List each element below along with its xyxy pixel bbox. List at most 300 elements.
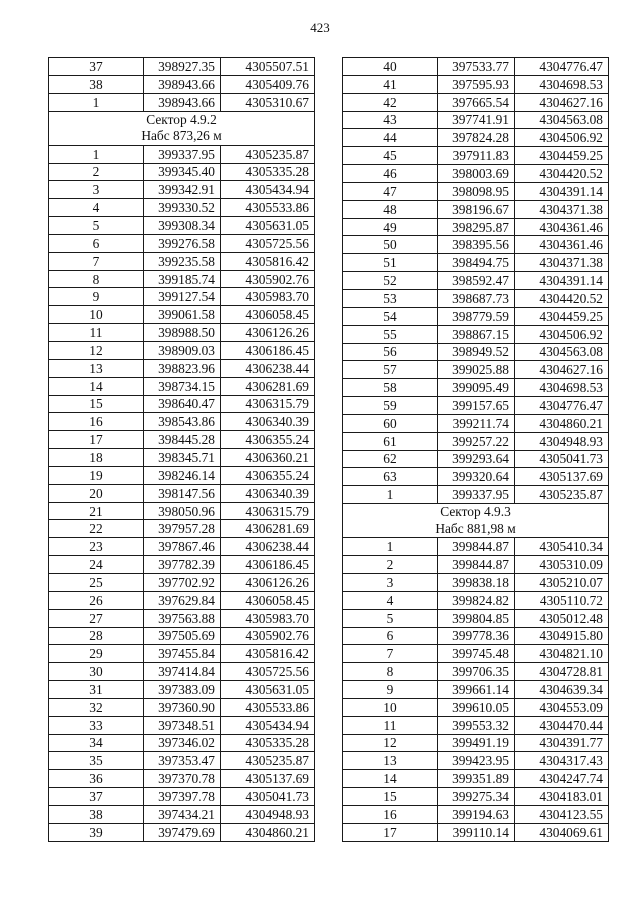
y-coordinate: 4305725.56 bbox=[221, 663, 315, 681]
y-coordinate: 4304506.92 bbox=[515, 325, 609, 343]
point-number: 57 bbox=[343, 361, 438, 379]
point-number: 52 bbox=[343, 272, 438, 290]
x-coordinate: 398295.87 bbox=[438, 218, 515, 236]
x-coordinate: 397665.54 bbox=[438, 93, 515, 111]
y-coordinate: 4305533.86 bbox=[221, 698, 315, 716]
point-number: 24 bbox=[49, 556, 144, 574]
y-coordinate: 4305983.70 bbox=[221, 288, 315, 306]
point-number: 10 bbox=[343, 698, 438, 716]
table-row bbox=[343, 805, 609, 823]
table-row bbox=[49, 591, 315, 609]
point-number: 55 bbox=[343, 325, 438, 343]
y-coordinate: 4305310.67 bbox=[221, 93, 315, 111]
x-coordinate: 399330.52 bbox=[144, 199, 221, 217]
point-number: 43 bbox=[343, 111, 438, 129]
x-coordinate: 399351.89 bbox=[438, 770, 515, 788]
table-row bbox=[49, 573, 315, 591]
point-number: 4 bbox=[49, 199, 144, 217]
y-coordinate: 4306126.26 bbox=[221, 324, 315, 342]
x-coordinate: 399804.85 bbox=[438, 609, 515, 627]
y-coordinate: 4305335.28 bbox=[221, 734, 315, 752]
sector-header bbox=[49, 111, 315, 145]
y-coordinate: 4305335.28 bbox=[221, 163, 315, 181]
table-row bbox=[49, 217, 315, 235]
x-coordinate: 397867.46 bbox=[144, 538, 221, 556]
point-number: 7 bbox=[343, 645, 438, 663]
y-coordinate: 4304069.61 bbox=[515, 823, 609, 841]
point-number: 1 bbox=[49, 93, 144, 111]
point-number: 14 bbox=[49, 377, 144, 395]
table-row bbox=[49, 538, 315, 556]
point-number: 3 bbox=[343, 573, 438, 591]
x-coordinate: 399661.14 bbox=[438, 681, 515, 699]
y-coordinate: 4304459.25 bbox=[515, 307, 609, 325]
y-coordinate: 4306186.45 bbox=[221, 342, 315, 360]
table-row bbox=[343, 734, 609, 752]
x-coordinate: 397505.69 bbox=[144, 627, 221, 645]
y-coordinate: 4304776.47 bbox=[515, 58, 609, 76]
y-coordinate: 4305137.69 bbox=[221, 770, 315, 788]
point-number: 38 bbox=[49, 75, 144, 93]
x-coordinate: 399061.58 bbox=[144, 306, 221, 324]
point-number: 16 bbox=[343, 805, 438, 823]
point-number: 17 bbox=[49, 431, 144, 449]
y-coordinate: 4304371.38 bbox=[515, 254, 609, 272]
point-number: 1 bbox=[343, 486, 438, 504]
x-coordinate: 398943.66 bbox=[144, 75, 221, 93]
table-row bbox=[343, 716, 609, 734]
table-row bbox=[343, 573, 609, 591]
x-coordinate: 397957.28 bbox=[144, 520, 221, 538]
point-number: 2 bbox=[343, 556, 438, 574]
table-row bbox=[343, 343, 609, 361]
y-coordinate: 4306355.24 bbox=[221, 431, 315, 449]
x-coordinate: 398050.96 bbox=[144, 502, 221, 520]
y-coordinate: 4306360.21 bbox=[221, 449, 315, 467]
point-number: 11 bbox=[343, 716, 438, 734]
point-number: 46 bbox=[343, 165, 438, 183]
x-coordinate: 397370.78 bbox=[144, 770, 221, 788]
table-row bbox=[49, 181, 315, 199]
table-row bbox=[49, 466, 315, 484]
y-coordinate: 4305816.42 bbox=[221, 252, 315, 270]
y-coordinate: 4304391.14 bbox=[515, 272, 609, 290]
x-coordinate: 397782.39 bbox=[144, 556, 221, 574]
x-coordinate: 399257.22 bbox=[438, 432, 515, 450]
y-coordinate: 4306058.45 bbox=[221, 306, 315, 324]
table-row bbox=[49, 58, 315, 76]
x-coordinate: 399110.14 bbox=[438, 823, 515, 841]
point-number: 15 bbox=[343, 788, 438, 806]
y-coordinate: 4304391.77 bbox=[515, 734, 609, 752]
y-coordinate: 4304506.92 bbox=[515, 129, 609, 147]
point-number: 19 bbox=[49, 466, 144, 484]
point-number: 61 bbox=[343, 432, 438, 450]
point-number: 12 bbox=[343, 734, 438, 752]
x-coordinate: 397629.84 bbox=[144, 591, 221, 609]
table-row bbox=[343, 397, 609, 415]
table-row bbox=[343, 289, 609, 307]
y-coordinate: 4304371.38 bbox=[515, 200, 609, 218]
table-row bbox=[343, 165, 609, 183]
y-coordinate: 4305012.48 bbox=[515, 609, 609, 627]
point-number: 50 bbox=[343, 236, 438, 254]
sector-height: Набс 881,98 м bbox=[435, 520, 516, 536]
x-coordinate: 397397.78 bbox=[144, 788, 221, 806]
y-coordinate: 4305631.05 bbox=[221, 681, 315, 699]
table-row bbox=[343, 218, 609, 236]
y-coordinate: 4306315.79 bbox=[221, 395, 315, 413]
point-number: 1 bbox=[343, 538, 438, 556]
y-coordinate: 4306281.69 bbox=[221, 520, 315, 538]
point-number: 17 bbox=[343, 823, 438, 841]
point-number: 62 bbox=[343, 450, 438, 468]
table-row bbox=[49, 270, 315, 288]
y-coordinate: 4306058.45 bbox=[221, 591, 315, 609]
table-row bbox=[343, 307, 609, 325]
table-row bbox=[343, 93, 609, 111]
x-coordinate: 399844.87 bbox=[438, 556, 515, 574]
y-coordinate: 4305507.51 bbox=[221, 58, 315, 76]
point-number: 35 bbox=[49, 752, 144, 770]
table-row bbox=[49, 288, 315, 306]
x-coordinate: 399337.95 bbox=[144, 145, 221, 163]
x-coordinate: 398823.96 bbox=[144, 359, 221, 377]
point-number: 60 bbox=[343, 414, 438, 432]
point-number: 27 bbox=[49, 609, 144, 627]
point-number: 12 bbox=[49, 342, 144, 360]
x-coordinate: 399157.65 bbox=[438, 397, 515, 415]
y-coordinate: 4304627.16 bbox=[515, 93, 609, 111]
table-row bbox=[49, 395, 315, 413]
x-coordinate: 397595.93 bbox=[438, 75, 515, 93]
y-coordinate: 4305410.34 bbox=[515, 538, 609, 556]
table-row bbox=[343, 272, 609, 290]
y-coordinate: 4304821.10 bbox=[515, 645, 609, 663]
table-row bbox=[343, 379, 609, 397]
y-coordinate: 4305110.72 bbox=[515, 591, 609, 609]
table-row bbox=[49, 306, 315, 324]
x-coordinate: 399844.87 bbox=[438, 538, 515, 556]
table-row bbox=[49, 431, 315, 449]
x-coordinate: 398592.47 bbox=[438, 272, 515, 290]
x-coordinate: 399610.05 bbox=[438, 698, 515, 716]
point-number: 16 bbox=[49, 413, 144, 431]
point-number: 18 bbox=[49, 449, 144, 467]
x-coordinate: 398445.28 bbox=[144, 431, 221, 449]
point-number: 21 bbox=[49, 502, 144, 520]
y-coordinate: 4304915.80 bbox=[515, 627, 609, 645]
x-coordinate: 398988.50 bbox=[144, 324, 221, 342]
point-number: 37 bbox=[49, 788, 144, 806]
x-coordinate: 398147.56 bbox=[144, 484, 221, 502]
sector-header-row bbox=[49, 111, 315, 145]
table-row bbox=[49, 645, 315, 663]
point-number: 9 bbox=[49, 288, 144, 306]
table-row bbox=[49, 163, 315, 181]
x-coordinate: 398949.52 bbox=[438, 343, 515, 361]
point-number: 42 bbox=[343, 93, 438, 111]
y-coordinate: 4306238.44 bbox=[221, 359, 315, 377]
point-number: 26 bbox=[49, 591, 144, 609]
point-number: 6 bbox=[49, 234, 144, 252]
point-number: 48 bbox=[343, 200, 438, 218]
x-coordinate: 399194.63 bbox=[438, 805, 515, 823]
table-row bbox=[49, 698, 315, 716]
point-number: 44 bbox=[343, 129, 438, 147]
point-number: 7 bbox=[49, 252, 144, 270]
x-coordinate: 397346.02 bbox=[144, 734, 221, 752]
point-number: 56 bbox=[343, 343, 438, 361]
y-coordinate: 4304728.81 bbox=[515, 663, 609, 681]
sector-title: Сектор 4.9.3 bbox=[440, 504, 511, 520]
x-coordinate: 399345.40 bbox=[144, 163, 221, 181]
point-number: 3 bbox=[49, 181, 144, 199]
x-coordinate: 399025.88 bbox=[438, 361, 515, 379]
point-number: 47 bbox=[343, 182, 438, 200]
point-number: 15 bbox=[49, 395, 144, 413]
point-number: 54 bbox=[343, 307, 438, 325]
table-row bbox=[343, 182, 609, 200]
x-coordinate: 398003.69 bbox=[438, 165, 515, 183]
y-coordinate: 4306355.24 bbox=[221, 466, 315, 484]
table-row bbox=[49, 413, 315, 431]
table-row bbox=[49, 752, 315, 770]
y-coordinate: 4306281.69 bbox=[221, 377, 315, 395]
coordinates-table-right bbox=[342, 57, 609, 842]
y-coordinate: 4304776.47 bbox=[515, 397, 609, 415]
point-number: 2 bbox=[49, 163, 144, 181]
table-row bbox=[343, 325, 609, 343]
table-row bbox=[343, 58, 609, 76]
y-coordinate: 4304563.08 bbox=[515, 343, 609, 361]
y-coordinate: 4304948.93 bbox=[221, 805, 315, 823]
y-coordinate: 4306186.45 bbox=[221, 556, 315, 574]
y-coordinate: 4304627.16 bbox=[515, 361, 609, 379]
x-coordinate: 399337.95 bbox=[438, 486, 515, 504]
point-number: 38 bbox=[49, 805, 144, 823]
y-coordinate: 4305902.76 bbox=[221, 270, 315, 288]
x-coordinate: 399491.19 bbox=[438, 734, 515, 752]
table-row bbox=[49, 502, 315, 520]
y-coordinate: 4305725.56 bbox=[221, 234, 315, 252]
y-coordinate: 4304860.21 bbox=[221, 823, 315, 841]
y-coordinate: 4305041.73 bbox=[515, 450, 609, 468]
x-coordinate: 399706.35 bbox=[438, 663, 515, 681]
table-row bbox=[49, 716, 315, 734]
table-row bbox=[49, 823, 315, 841]
point-number: 39 bbox=[49, 823, 144, 841]
table-row bbox=[343, 663, 609, 681]
y-coordinate: 4305137.69 bbox=[515, 468, 609, 486]
y-coordinate: 4305041.73 bbox=[221, 788, 315, 806]
point-number: 51 bbox=[343, 254, 438, 272]
y-coordinate: 4304698.53 bbox=[515, 379, 609, 397]
y-coordinate: 4304420.52 bbox=[515, 165, 609, 183]
y-coordinate: 4305434.94 bbox=[221, 716, 315, 734]
point-number: 20 bbox=[49, 484, 144, 502]
x-coordinate: 397702.92 bbox=[144, 573, 221, 591]
point-number: 63 bbox=[343, 468, 438, 486]
point-number: 25 bbox=[49, 573, 144, 591]
x-coordinate: 398196.67 bbox=[438, 200, 515, 218]
table-row bbox=[49, 805, 315, 823]
y-coordinate: 4305902.76 bbox=[221, 627, 315, 645]
x-coordinate: 397348.51 bbox=[144, 716, 221, 734]
x-coordinate: 398734.15 bbox=[144, 377, 221, 395]
table-row bbox=[49, 324, 315, 342]
y-coordinate: 4304420.52 bbox=[515, 289, 609, 307]
point-number: 14 bbox=[343, 770, 438, 788]
x-coordinate: 399127.54 bbox=[144, 288, 221, 306]
table-row bbox=[343, 556, 609, 574]
table-row bbox=[343, 486, 609, 504]
table-row bbox=[49, 556, 315, 574]
x-coordinate: 399095.49 bbox=[438, 379, 515, 397]
y-coordinate: 4304123.55 bbox=[515, 805, 609, 823]
y-coordinate: 4306126.26 bbox=[221, 573, 315, 591]
table-row bbox=[49, 484, 315, 502]
point-number: 45 bbox=[343, 147, 438, 165]
y-coordinate: 4306315.79 bbox=[221, 502, 315, 520]
point-number: 29 bbox=[49, 645, 144, 663]
table-row bbox=[343, 698, 609, 716]
x-coordinate: 399276.58 bbox=[144, 234, 221, 252]
table-row bbox=[343, 770, 609, 788]
point-number: 49 bbox=[343, 218, 438, 236]
point-number: 6 bbox=[343, 627, 438, 645]
y-coordinate: 4304470.44 bbox=[515, 716, 609, 734]
point-number: 8 bbox=[343, 663, 438, 681]
point-number: 5 bbox=[343, 609, 438, 627]
point-number: 53 bbox=[343, 289, 438, 307]
x-coordinate: 398098.95 bbox=[438, 182, 515, 200]
x-coordinate: 397911.83 bbox=[438, 147, 515, 165]
point-number: 13 bbox=[49, 359, 144, 377]
x-coordinate: 397414.84 bbox=[144, 663, 221, 681]
point-number: 10 bbox=[49, 306, 144, 324]
table-row bbox=[343, 645, 609, 663]
y-coordinate: 4305816.42 bbox=[221, 645, 315, 663]
x-coordinate: 398246.14 bbox=[144, 466, 221, 484]
table-row bbox=[49, 449, 315, 467]
x-coordinate: 397479.69 bbox=[144, 823, 221, 841]
point-number: 9 bbox=[343, 681, 438, 699]
sector-height: Набс 873,26 м bbox=[141, 128, 222, 144]
x-coordinate: 397563.88 bbox=[144, 609, 221, 627]
x-coordinate: 397434.21 bbox=[144, 805, 221, 823]
table-row bbox=[49, 734, 315, 752]
y-coordinate: 4306340.39 bbox=[221, 484, 315, 502]
point-number: 58 bbox=[343, 379, 438, 397]
table-row bbox=[49, 93, 315, 111]
y-coordinate: 4304698.53 bbox=[515, 75, 609, 93]
y-coordinate: 4305310.09 bbox=[515, 556, 609, 574]
y-coordinate: 4305409.76 bbox=[221, 75, 315, 93]
y-coordinate: 4305983.70 bbox=[221, 609, 315, 627]
x-coordinate: 399293.64 bbox=[438, 450, 515, 468]
x-coordinate: 398345.71 bbox=[144, 449, 221, 467]
table-row bbox=[49, 234, 315, 252]
y-coordinate: 4304563.08 bbox=[515, 111, 609, 129]
table-row bbox=[49, 199, 315, 217]
table-row bbox=[343, 591, 609, 609]
point-number: 8 bbox=[49, 270, 144, 288]
table-row bbox=[343, 432, 609, 450]
table-row bbox=[343, 361, 609, 379]
x-coordinate: 399838.18 bbox=[438, 573, 515, 591]
x-coordinate: 398779.59 bbox=[438, 307, 515, 325]
x-coordinate: 399824.82 bbox=[438, 591, 515, 609]
table-row bbox=[343, 111, 609, 129]
table-row bbox=[49, 359, 315, 377]
x-coordinate: 398543.86 bbox=[144, 413, 221, 431]
x-coordinate: 399275.34 bbox=[438, 788, 515, 806]
y-coordinate: 4305235.87 bbox=[515, 486, 609, 504]
point-number: 37 bbox=[49, 58, 144, 76]
y-coordinate: 4305210.07 bbox=[515, 573, 609, 591]
table-row bbox=[343, 414, 609, 432]
table-row bbox=[49, 377, 315, 395]
point-number: 32 bbox=[49, 698, 144, 716]
y-coordinate: 4305434.94 bbox=[221, 181, 315, 199]
x-coordinate: 399211.74 bbox=[438, 414, 515, 432]
x-coordinate: 397353.47 bbox=[144, 752, 221, 770]
y-coordinate: 4305533.86 bbox=[221, 199, 315, 217]
table-row bbox=[49, 342, 315, 360]
page-number: 423 bbox=[310, 20, 330, 35]
x-coordinate: 398909.03 bbox=[144, 342, 221, 360]
x-coordinate: 398943.66 bbox=[144, 93, 221, 111]
y-coordinate: 4304361.46 bbox=[515, 218, 609, 236]
table-row bbox=[49, 681, 315, 699]
table-row bbox=[343, 681, 609, 699]
point-number: 30 bbox=[49, 663, 144, 681]
y-coordinate: 4304553.09 bbox=[515, 698, 609, 716]
x-coordinate: 399553.32 bbox=[438, 716, 515, 734]
x-coordinate: 398640.47 bbox=[144, 395, 221, 413]
table-row bbox=[49, 627, 315, 645]
table-row bbox=[343, 129, 609, 147]
table-row bbox=[343, 254, 609, 272]
x-coordinate: 399342.91 bbox=[144, 181, 221, 199]
table-row bbox=[343, 200, 609, 218]
y-coordinate: 4304639.34 bbox=[515, 681, 609, 699]
x-coordinate: 398494.75 bbox=[438, 254, 515, 272]
x-coordinate: 399778.36 bbox=[438, 627, 515, 645]
y-coordinate: 4305631.05 bbox=[221, 217, 315, 235]
table-row bbox=[49, 145, 315, 163]
x-coordinate: 397741.91 bbox=[438, 111, 515, 129]
point-number: 23 bbox=[49, 538, 144, 556]
y-coordinate: 4305235.87 bbox=[221, 145, 315, 163]
x-coordinate: 397824.28 bbox=[438, 129, 515, 147]
x-coordinate: 398867.15 bbox=[438, 325, 515, 343]
y-coordinate: 4304860.21 bbox=[515, 414, 609, 432]
x-coordinate: 398687.73 bbox=[438, 289, 515, 307]
y-coordinate: 4304948.93 bbox=[515, 432, 609, 450]
point-number: 36 bbox=[49, 770, 144, 788]
table-row bbox=[343, 788, 609, 806]
point-number: 5 bbox=[49, 217, 144, 235]
point-number: 31 bbox=[49, 681, 144, 699]
point-number: 1 bbox=[49, 145, 144, 163]
x-coordinate: 397533.77 bbox=[438, 58, 515, 76]
point-number: 4 bbox=[343, 591, 438, 609]
table-row bbox=[343, 450, 609, 468]
table-row bbox=[343, 147, 609, 165]
x-coordinate: 399320.64 bbox=[438, 468, 515, 486]
